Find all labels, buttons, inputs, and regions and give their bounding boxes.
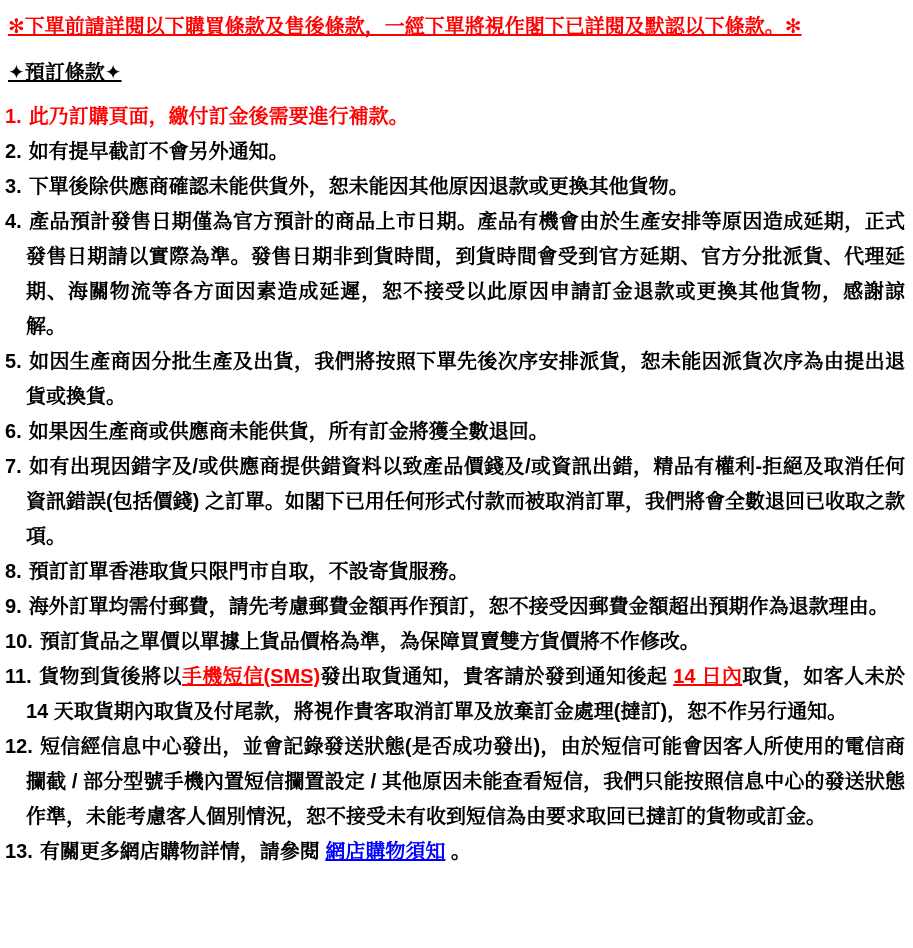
- term-number: 5.: [5, 351, 22, 373]
- term-item-11: [5, 660, 905, 730]
- term-item-5: [5, 345, 905, 415]
- term-item-6: [5, 415, 905, 450]
- term-text-mid: 發出取貨通知，貴客請於發到通知後起: [320, 666, 674, 688]
- term-text-pre: 有關更多網店購物詳情，請參閱: [39, 841, 326, 863]
- term-text: 如果因生產商或供應商未能供貨，所有訂金將獲全數退回。: [28, 421, 549, 443]
- term-item-9: [5, 590, 905, 625]
- term-text: 預訂訂單香港取貨只限門市自取，不設寄貨服務。: [28, 561, 469, 583]
- term-text: 短信經信息中心發出，並會記錄發送狀態(是否成功發出)，由於短信可能會因客人所使用的電信商攔截 / 部分型號手機內置短信攔置設定 / 其他原因未能查看短信，我們只能按照信息中心的發送狀態作準，未能考慮客人個別情況，恕不接受未有收到短信為由要求取回已撻訂的貨物或訂金。: [26, 736, 905, 828]
- term-number: 7.: [5, 456, 22, 478]
- term-number: 12.: [5, 736, 33, 758]
- term-number: 6.: [5, 421, 22, 443]
- term-number: 13.: [5, 841, 33, 863]
- term-number: 4.: [5, 211, 22, 233]
- term-text-pre: 貨物到貨後將以: [38, 666, 182, 688]
- term-item-8: [5, 555, 905, 590]
- term-text: 下單後除供應商確認未能供貨外，恕未能因其他原因退款或更換其他貨物。: [28, 176, 689, 198]
- section-title-preorder-terms: [8, 58, 905, 88]
- term-item-4: [5, 205, 905, 345]
- term-number: 3.: [5, 176, 22, 198]
- term-number: 11.: [5, 666, 32, 688]
- terms-list: [5, 100, 905, 870]
- sms-notice-highlight: 手機短信(SMS): [181, 666, 321, 688]
- term-number: 8.: [5, 561, 22, 583]
- purchase-notice-text: ✻下單前請詳閱以下購買條款及售後條款，一經下單將視作閣下已詳閱及默認以下條款。✻: [8, 16, 802, 38]
- purchase-notice-header: [8, 12, 905, 42]
- pickup-deadline-highlight: 14 日內: [673, 666, 743, 688]
- term-item-10: [5, 625, 905, 660]
- term-text: 如因生產商因分批生產及出貨，我們將按照下單先後次序安排派貨，恕未能因派貨次序為由提出退貨或換貨。: [26, 351, 905, 408]
- term-item-13: [5, 835, 905, 870]
- term-text: 如有提早截訂不會另外通知。: [28, 141, 289, 163]
- term-text: 海外訂單均需付郵費，請先考慮郵費金額再作預訂，恕不接受因郵費金額超出預期作為退款理由。: [28, 596, 889, 618]
- section-title-text: ✦預訂條款✦: [8, 62, 122, 84]
- term-text: 預訂貨品之單價以單據上貨品價格為準，為保障買賣雙方貨價將不作修改。: [39, 631, 700, 653]
- term-item-12: [5, 730, 905, 835]
- term-item-7: [5, 450, 905, 555]
- term-text: 如有出現因錯字及/或供應商提供錯資料以致產品價錢及/或資訊出錯，精品有權利-拒絕及取消任何資訊錯誤(包括價錢) 之訂單。如閣下已用任何形式付款而被取消訂單，我們將會全數退回已收取之款項。: [26, 456, 905, 548]
- term-item-1: [5, 100, 905, 135]
- term-text: 產品預計發售日期僅為官方預計的商品上市日期。產品有機會由於生產安排等原因造成延期，正式發售日期請以實際為準。發售日期非到貨時間，到貨時間會受到官方延期、官方分批派貨、代理延期、海關物流等各方面因素造成延遲，恕不接受以此原因申請訂金退款或更換其他貨物，感謝諒解。: [26, 211, 905, 338]
- term-item-2: [5, 135, 905, 170]
- term-text-post: 取貨，如客人未於 14 天取貨期內取貨及付尾款，將視作貴客取消訂單及放棄訂金處理(撻訂)，恕不作另行通知。: [26, 666, 905, 723]
- term-number: 9.: [5, 596, 22, 618]
- term-number: 2.: [5, 141, 22, 163]
- term-text: 此乃訂購頁面，繳付訂金後需要進行補款。: [28, 106, 409, 128]
- term-text-post: 。: [445, 841, 471, 863]
- term-number: 1.: [5, 106, 22, 128]
- term-number: 10.: [5, 631, 33, 653]
- store-shopping-guide-link[interactable]: 網店購物須知: [325, 841, 446, 863]
- term-item-3: [5, 170, 905, 205]
